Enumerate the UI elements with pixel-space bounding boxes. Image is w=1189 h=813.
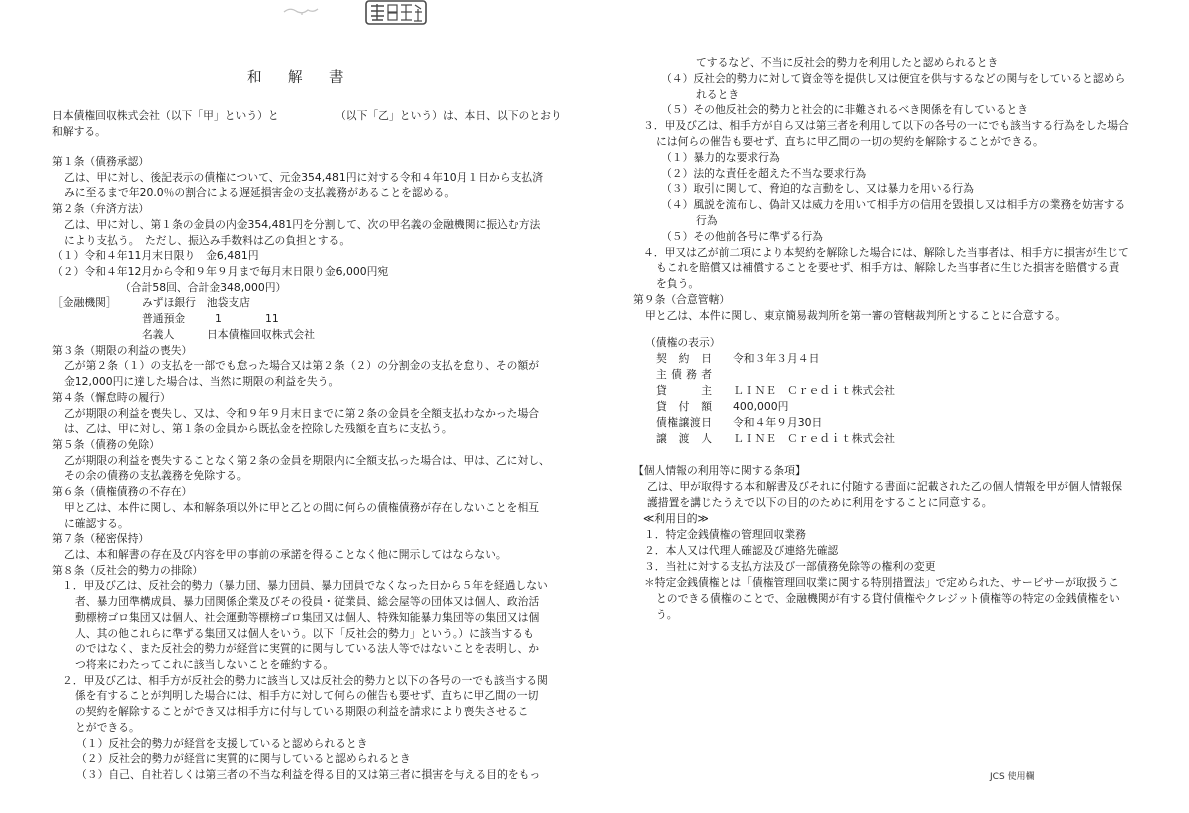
purpose-item-3: ３．当社に対する支払方法及び一部債務免除等の権利の変更	[644, 560, 936, 573]
claim-value: ＬＩＮＥ Ｃｒｅｄｉｔ株式会社	[733, 432, 895, 445]
claim-heading: （債権の表示）	[645, 336, 721, 349]
article-8-clause-2: 係を有することが判明した場合には、相手方に対して何らの催告も要せず、直ちに甲乙間の一切	[75, 689, 539, 703]
clause-3-item-2: （２）法的な責任を超えた不当な要求行為	[661, 166, 867, 180]
payment-item-2: （２）令和４年12月から令和９年９月まで毎月末日限り金6,000円宛	[52, 265, 389, 279]
article-3-heading: 第３条（期限の利益の喪失）	[52, 343, 193, 357]
privacy-line: 護措置を講じたうえで以下の目的のために利用をすることに同意する。	[647, 496, 993, 509]
intro-line-2: 和解する。	[52, 125, 106, 138]
account-number-a: 1	[215, 312, 222, 326]
clause-2-item-2: （２）反社会的勢力が経営に実質的に関与していると認められるとき	[76, 752, 411, 766]
account-holder: 日本債権回収株式会社	[207, 327, 315, 341]
article-8-clause-4: ４．甲又は乙が前二項により本契約を解除した場合には、解除した当事者は、相手方に損害が生じて	[643, 245, 1129, 259]
privacy-clause	[633, 463, 1153, 623]
article-5-heading: 第５条（債務の免除）	[52, 437, 160, 451]
article-8-clause-2: とができる。	[75, 720, 140, 734]
article-8-clause-1: のではなく、また反社会的勢力が経営に実質的に関与している法人等ではないことを表明し、か	[75, 642, 540, 656]
purpose-heading: ≪利用目的≫	[643, 512, 709, 525]
clause-2-item-3: （３）自己、自社若しくは第三者の不当な利益を得る目的又は第三者に損害を与える目的をもっ	[76, 768, 541, 782]
article-8-clause-1: つ将来にわたってこれに該当しないことを確約する。	[75, 658, 335, 671]
claim-value: 令和４年９月30日	[733, 416, 823, 429]
article-9-line: 甲と乙は、本件に関し、東京簡易裁判所を第一審の管轄裁判所とすることに合意する。	[645, 308, 1067, 322]
purpose-item-2: ２．本人又は代理人確認及び連絡先確認	[644, 544, 839, 557]
intro-party-a: 日本債権回収株式会社（以下「甲」という）と	[52, 109, 279, 122]
clause-3-item-1: （１）暴力的な要求行為	[661, 150, 780, 164]
article-1-line: みに至るまで年20.0％の割合による遅延損害金の支払義務があることを認める。	[64, 186, 456, 200]
right-column	[633, 55, 1153, 324]
article-1-line: 乙は、甲に対し、後記表示の債権について、元金354,481円に対する令和４年10月１日から支払済	[64, 170, 544, 184]
privacy-note: とのできる債権のことで、金融機関が有する貸付債権やクレジット債権等の特定の金銭債権をい	[656, 592, 1120, 605]
article-3-line: 金12,000円に達した場合は、当然に期限の利益を失う。	[64, 375, 340, 389]
article-8-heading: 第８条（反社会的勢力の排除）	[52, 563, 204, 577]
article-5-line: 乙が期限の利益を喪失することなく第２条の金員を期限内に全額支払った場合は、甲は、乙に対し、	[64, 453, 550, 467]
article-4-heading: 第４条（懈怠時の履行）	[52, 390, 171, 404]
article-8-clause-3: には何らの催告も要せず、直ちに甲乙間の一切の契約を解除することができる。	[656, 134, 1044, 148]
claim-row-debtor	[633, 367, 1153, 383]
claim-label: 主債務者	[656, 368, 712, 381]
claim-label: 貸付額	[656, 400, 712, 413]
article-3-line: 乙が第２条（１）の支払を一部でも怠った場合又は第２条（２）の分割金の支払を怠り、その額が	[64, 359, 540, 373]
article-9-heading: 第９条（合意管轄）	[633, 292, 731, 306]
article-1-heading: 第１条（債務承認）	[52, 155, 150, 168]
article-6-line: に確認する。	[64, 516, 129, 530]
payment-total: （合計58回、合計金348,000円）	[120, 280, 287, 294]
clause-2-item-4: （４）反社会的勢力に対して資金等を提供し又は便宜を供与するなどの関与をしていると認めら	[661, 71, 1126, 85]
claim-label: 債権譲渡日	[656, 416, 712, 429]
intro-line-1	[52, 108, 564, 124]
claim-row-lender	[633, 383, 1153, 399]
bank-row-3	[52, 327, 564, 343]
document-title: 和 解 書	[247, 70, 350, 86]
article-7-heading: 第７条（秘密保持）	[52, 532, 150, 546]
clause-2-item-1: （１）反社会的勢力が経営を支援していると認められるとき	[76, 736, 368, 750]
purpose-item-1: １．特定金銭債権の管理回収業務	[644, 528, 806, 541]
privacy-note: ＊特定金銭債権とは「債権管理回収業に関する特別措置法」で定められた、サービサーが取扱うこ	[644, 576, 1120, 589]
claim-row-transfer-date	[633, 415, 1153, 431]
intro	[52, 108, 564, 140]
claim-row-loan-amount	[633, 399, 1153, 415]
claim-value: 400,000円	[733, 400, 789, 413]
clause-3-item-3: （３）取引に関して、脅迫的な言動をし、又は暴力を用いる行為	[661, 182, 974, 196]
article-8-clause-1: 動標榜ゴロ集団又は個人、社会運動等標榜ゴロ集団又は個人、特殊知能暴力集団等の集団又は個	[75, 610, 540, 624]
claim-value: ＬＩＮＥ Ｃｒｅｄｉｔ株式会社	[733, 384, 895, 397]
article-2-heading: 第２条（弁済方法）	[52, 202, 150, 216]
payment-item-1: （１）令和４年11月末日限り 金6,481円	[52, 249, 259, 263]
bank-name: みずほ銀行 池袋支店	[142, 296, 250, 310]
privacy-line: 乙は、甲が取得する本和解書及びそれに付随する書面に記載された乙の個人情報を甲が個人情報保	[647, 480, 1123, 493]
article-8-clause-4: もこれを賠償又は補償することを要せず、相手方は、解除した当事者に生じた損害を賠償する責	[656, 261, 1120, 275]
article-8-clause-1: １．甲及び乙は、反社会的勢力（暴力団、暴力団員、暴力団員でなくなった日から５年を経過しない	[62, 579, 548, 593]
scan-mark	[282, 4, 322, 18]
claim-label: 貸主	[656, 384, 712, 397]
clause-2-item-3-cont: てするなど、不当に反社会的勢力を利用したと認められるとき	[696, 56, 999, 69]
clause-3-item-5: （５）その他前各号に準ずる行為	[661, 229, 823, 243]
account-number-b: 11	[265, 312, 279, 326]
article-4-line: は、乙は、甲に対し、第１条の金員から既払金を控除した残額を直ちに支払う。	[64, 422, 453, 436]
article-2-line: により支払う。 ただし、振込み手数料は乙の負担とする。	[64, 233, 351, 247]
jcs-use-field-label: JCS 使用欄	[990, 772, 1035, 782]
article-6-heading: 第６条（債権債務の不存在）	[52, 485, 193, 499]
article-7-line: 乙は、本和解書の存在及び内容を甲の事前の承諾を得ることなく他に開示してはならない。	[64, 547, 507, 561]
bank-label: ［金融機関］	[52, 296, 117, 310]
article-4-line: 乙が期限の利益を喪失し、又は、令和９年９月末日までに第２条の金員を全額支払わなかった場合	[64, 406, 540, 420]
clause-3-item-4-cont: 行為	[696, 213, 718, 227]
article-6-line: 甲と乙は、本件に関し、本和解条項以外に甲と乙との間に何らの債権債務が存在しないことを相互	[64, 500, 540, 514]
article-8-clause-1: 者、暴力団準構成員、暴力団関係企業及びその役員・従業員、総会屋等の団体又は個人、政治活	[75, 595, 540, 609]
claim-row-transferor	[633, 431, 1153, 447]
account-type: 普通預金	[142, 312, 186, 326]
article-2-line: 乙は、甲に対し、第１条の金員の内金354,481円を分割して、次の甲名義の金融機関に振込む方法	[64, 217, 541, 231]
article-8-clause-2: の契約を解除することができ又は相手方に付与している期限の利益を請求により喪失させるこ	[75, 705, 529, 719]
article-8-clause-1: 人、其の他これらに準ずる集団又は個人をいう。以下「反社会的勢力」という。）に該当するも	[75, 626, 534, 640]
claim-details	[633, 335, 1153, 447]
claim-value: 令和３年３月４日	[733, 352, 820, 365]
claim-label: 譲渡人	[656, 432, 712, 445]
clause-2-item-4-cont: れるとき	[696, 87, 740, 101]
bank-row-1	[52, 295, 564, 311]
privacy-heading: 【個人情報の利用等に関する条項】	[633, 464, 806, 477]
privacy-note: う。	[656, 608, 678, 621]
claim-label: 契約日	[656, 352, 712, 365]
clause-2-item-5: （５）その他反社会的勢力と社会的に非難されるべき関係を有しているとき	[661, 103, 1029, 117]
article-8-clause-2: ２．甲及び乙は、相手方が反社会的勢力に該当し又は反社会的勢力と以下の各号の一でも該当する関	[62, 673, 548, 687]
bank-row-2	[52, 311, 564, 327]
seal-stamp	[364, 0, 428, 27]
claim-row-contract-date	[633, 351, 1153, 367]
article-8-clause-4: を負う。	[656, 277, 700, 291]
article-5-line: その余の債務の支払義務を免除する。	[64, 469, 248, 483]
clause-3-item-4: （４）風説を流布し、偽計又は威力を用いて相手方の信用を毀損し又は相手方の業務を妨害する	[661, 198, 1126, 212]
left-column	[52, 154, 564, 783]
payment-total-line	[52, 280, 564, 296]
article-8-clause-3: ３．甲及び乙は、相手方が自ら又は第三者を利用して以下の各号の一にでも該当する行為をした場合	[643, 119, 1129, 133]
intro-party-b: （以下「乙」という）は、本日、以下のとおり	[335, 109, 562, 122]
account-holder-label: 名義人	[142, 327, 175, 341]
